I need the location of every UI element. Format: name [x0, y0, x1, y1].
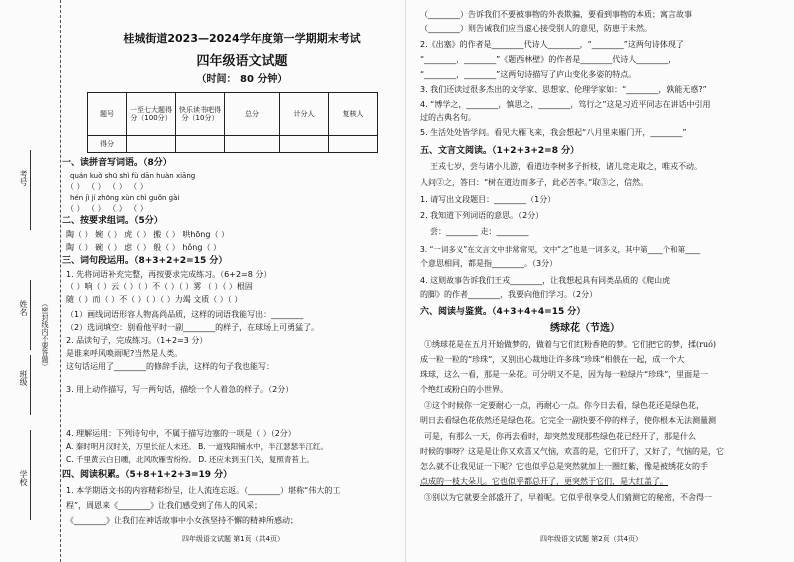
binding-label-exam-number: 考号 — [19, 170, 28, 186]
q3-1-idioms-row-2[interactable]: 随（ ）而（ ）不（ ）（ ）（ ）力竭 文质（ ）（ ） — [66, 295, 243, 304]
binding-note: （密封线内不要答题） — [41, 300, 49, 370]
answer-blanks-row-2[interactable]: （ ） （ ） （ ） （ ） — [66, 204, 148, 213]
passage-line: 怎么就不让我见证一下呢？它也似乎总是突然就加上一圈红紫，像是被绣花女的手 — [420, 462, 708, 471]
score-table — [87, 92, 378, 153]
q3-1-idioms-row-1[interactable]: （ ）响（ ）云（ ）（ ）不（ ）（ ）雾 （ ）（ ）根固 — [66, 282, 253, 291]
section-3-heading: 三、词句段运用。（8+3+2+2=15 分） — [62, 256, 228, 266]
q5-4-line1[interactable]: 4. 这则故事告诉我们王戎________，让我想起具有同类品质的《爬山虎 — [420, 276, 671, 285]
q5-2-answers[interactable]: 尝：________ 走：________ — [430, 227, 529, 236]
score-col-scorer: 计分人 — [280, 93, 329, 136]
passage-line: 明日去看绿色花依然还是绿色花。它完全一副快要不停的样子，使你根本无法测量测 — [420, 416, 716, 425]
q3-4-question[interactable]: 4. 理解运用：下列诗句中，不属于描写边塞的一项是（ ）（2分） — [66, 429, 296, 438]
score-cell[interactable] — [225, 136, 280, 153]
exam-title: 四年级语文试题 — [196, 54, 288, 69]
q5-3-line2[interactable]: 个意思相同，都是指________。（3分） — [420, 259, 558, 268]
passage-line: 珠球，这么一看，那是一朵花。可分明又不是，因为每一粒绿片“珍珠”，里面是一 — [420, 370, 709, 379]
q5-4-line2[interactable]: 的脚》的作者________，我要向他们学习。（2分） — [420, 290, 598, 299]
q5-3-line1[interactable]: 3. “一词多义”在文言文中非常常见，文中“之”也是一词多义，其中第____个和第____ — [420, 245, 701, 254]
exam-time: （时间： 80 分钟） — [196, 74, 288, 85]
q3-2-sentence: 是谁来呼风唤雨呢?当然是人类。 — [66, 349, 183, 358]
q3-1-sub2[interactable]: （2）选词填空：别看他平时一副________的样子，在球场上可勇猛了。 — [66, 323, 320, 332]
answer-blanks-row-1[interactable]: （ ） （ ） （ ） （ ） — [66, 182, 148, 191]
binding-margin — [0, 0, 61, 562]
q4-2-line1[interactable]: 2.《出塞》的作者是________代诗人________，“________”这两句诗体现了 — [420, 40, 684, 49]
q3-3-instruction[interactable]: 3. 用上动作描写，写一两句话，描绘一个人着急的样子。（2分） — [66, 385, 294, 394]
q3-1-instruction: 1. 先将词语补充完整，再按要求完成练习。（6+2=8 分） — [66, 270, 272, 279]
passage-line: 时候的事呀？这是是让你又欢喜又气恼，欢喜的是，它们开了，又好了，气恼的是，它 — [420, 447, 724, 456]
q4-2-line2[interactable]: “________，________”《题西林壁》的作者是________代诗人________， — [420, 55, 677, 64]
exam-header-line1: 桂城街道2023—2024学年度第一学期期末考试 — [123, 32, 361, 45]
section-6-heading: 六、阅读与鉴赏。（4+3+4+4=15 分） — [420, 307, 586, 317]
page-footer-2: 四年级语文试题 第2页（共4页） — [540, 535, 643, 543]
classical-text-line2: 人问②之，答曰：“树在道边而多子，此必苦李。”取③之，信然。 — [420, 178, 649, 187]
binding-line — [30, 430, 31, 520]
q4-5[interactable]: 5. 生活处处皆学问。看见大雁飞来，我会想起“八月里来雁门开，________” — [420, 128, 687, 137]
section-5-heading: 五、文言文阅读。（1+2+3+2=8 分） — [420, 146, 580, 156]
q4-1-line3[interactable]: 《________》让我们在神话故事中小女孩坚持不懈的精神所感动； — [66, 516, 298, 525]
passage-line: ③别以为它就要全部盛开了，早着呢。它似乎很享受人们猜测它的秘密，不舍得一 — [424, 493, 712, 502]
q5-2: 2. 我知道下列词语的意思。（2分） — [420, 211, 544, 220]
q4-1-line2[interactable]: 程”，周恩来《________》让我们感受到了伟人的风采； — [66, 501, 263, 510]
binding-line — [30, 355, 31, 415]
q3-2-instruction: 2. 品读句子，完成练习。（1+2=3 分） — [66, 336, 208, 345]
q3-4-options-ab: A. 秦时明月汉时关，万里长征人未还。 B. 一道残阳铺水中，半江瑟瑟半江红。 — [66, 442, 329, 451]
passage-title: 绣球花（节选） — [550, 323, 620, 334]
score-cell[interactable] — [329, 136, 378, 153]
q4-3[interactable]: 3. 我们还读过很多杰出的文学家、思想家、伦理学家如：“________，孰能无惑?” — [420, 85, 707, 94]
section-1-heading: 一、读拼音写词语。（8分） — [62, 158, 172, 168]
passage-line: 可是，有那么一天，你再去看时，却突然发现那些绿色花已经开了，那是什么 — [424, 432, 696, 441]
score-row-label: 得分 — [88, 136, 127, 153]
score-col-reading: 快乐读书吧得分（10分） — [176, 93, 225, 136]
q5-1[interactable]: 1. 请写出文段题目：________（1分） — [420, 195, 556, 204]
passage-line: ②这个时候你一定要耐心一点，再耐心一点。你今日去看，绿色花还是绿色花， — [424, 401, 704, 410]
word-group-row-2[interactable]: 陶（ ） 碗（ ） 虑（ ） 般（ ） hǒng（ ） — [66, 243, 221, 252]
section-2-heading: 二、按要求组词。（5分） — [62, 216, 163, 226]
passage-line-underlined: 点成的一枝大朵儿。它也似乎都总开了，更突然于它们，是大红盖了。 — [420, 477, 668, 486]
q3-2-answer[interactable]: 这句话运用了________的修辞手法，这样的句子我也能写： — [66, 362, 274, 371]
q4-1-line4[interactable]: （________）告诉我们不要被事物的外表欺骗，要看到事物的本质；寓言故事 — [420, 10, 692, 19]
classical-text-line1: 王戎七岁，尝与诸小儿游，看道边李树多子折枝，诸儿竞走取之，唯戎不动。 — [430, 162, 702, 171]
binding-line — [30, 280, 31, 350]
q4-1-line5[interactable]: （________）则告诫我们应当虚心接受别人的意见，防患于未然。 — [420, 24, 652, 33]
passage-line: 个绝红或粉白的小世界。 — [420, 385, 508, 394]
score-cell[interactable] — [176, 136, 225, 153]
pinyin-row-1: quán kuò shū shì fù dān huàn xiāng — [70, 172, 196, 180]
binding-label-name: 姓名 — [19, 300, 28, 316]
score-col-reviewer: 复核人 — [329, 93, 378, 136]
q4-4-line2: 过的古典名句。 — [420, 113, 476, 122]
score-cell[interactable] — [280, 136, 329, 153]
binding-label-class: 班级 — [19, 370, 28, 386]
binding-line — [30, 150, 31, 230]
q4-2-line3[interactable]: “________，________”这两句诗描写了庐山变化多姿的特点。 — [420, 70, 637, 79]
column-divider — [405, 0, 406, 562]
binding-label-school: 学校 — [19, 470, 28, 486]
passage-line: 成一粒一粒的“珍珠”，又别出心裁地让许多珠“珍珠”相偎在一起，成一个大 — [420, 355, 685, 364]
q3-4-options-cd: C. 千里黄云白日曛，北风吹雁雪纷纷。 D. 还应未到玉门关，复照青苔上。 — [66, 455, 314, 464]
word-group-row-1[interactable]: 陶（ ） 婉（ ） 虎（ ） 搬（ ） 哄hōng（ ） — [66, 230, 229, 239]
score-col-total: 总分 — [225, 93, 280, 136]
q3-1-sub1[interactable]: （1）画线词语形容人物高尚品质，这样的词语我能写出：________ — [66, 310, 304, 319]
page-footer-1: 四年级语文试题 第1页（共4页） — [182, 535, 285, 543]
score-cell[interactable] — [127, 136, 176, 153]
section-4-heading: 四、阅读积累。（5+8+1+2+3=19 分） — [62, 470, 233, 480]
q4-4-line1[interactable]: 4. “博学之，________，慎思之，________，笃行之”这是习近平同志在讲话中引用 — [420, 100, 711, 109]
score-col-section1: 一至七大题得分（100分） — [127, 93, 176, 136]
q4-1-line1[interactable]: 1. 本学期语文书的内容精彩纷呈，让人流连忘返。（________）堪称“伟大的工 — [66, 486, 341, 495]
passage-line: ①绣球花是在五月开始做梦的，做着与它们红粉香艳的梦。它们把它的梦，揉(ruó) — [424, 340, 717, 349]
score-col-question: 题号 — [88, 93, 127, 136]
pinyin-row-2: hén jì jí zhōng xùn chì guǒn gài — [70, 194, 180, 202]
